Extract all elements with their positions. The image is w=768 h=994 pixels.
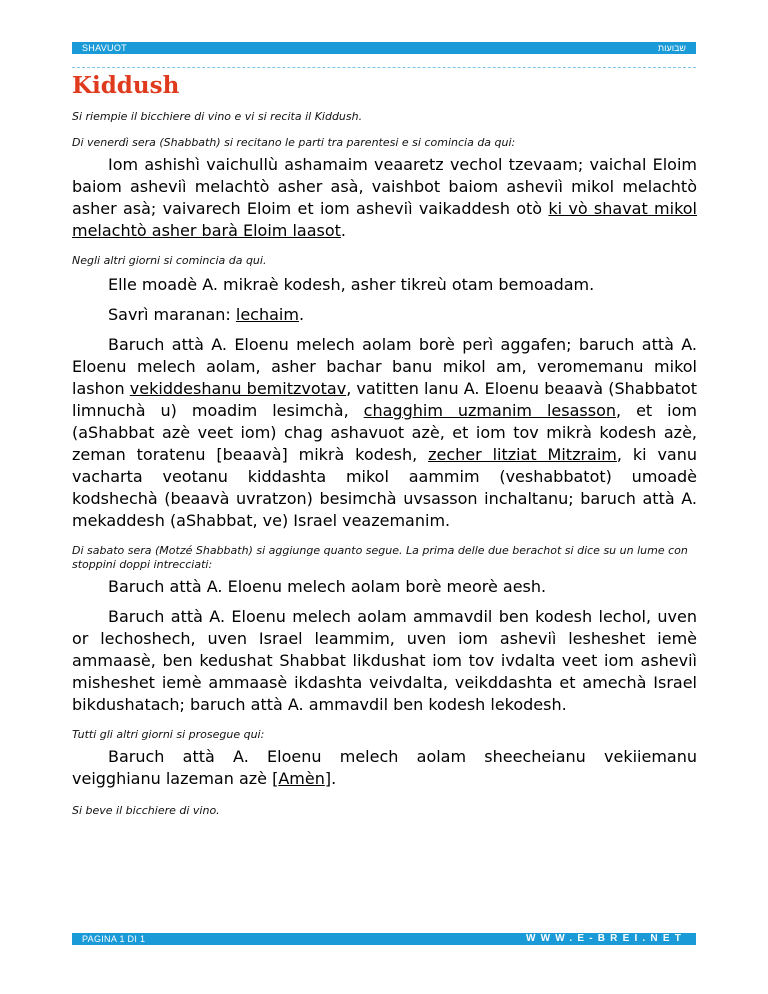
header-hebrew-label: שבועות xyxy=(657,43,686,53)
text-run: Baruch attà A. Eloenu melech aolam borè perì aggafen; baruch attà A. Eloenu melech aolam, asher bachar banu mikol am, veromemanu mikol lashon xyxy=(72,335,697,398)
prayer-paragraph xyxy=(72,154,697,242)
underlined-text: chagghim uzmanim lesasson xyxy=(363,401,616,420)
instruction-note: Si riempie il bicchiere di vino e vi si recita il Kiddush. xyxy=(72,110,363,123)
document-body xyxy=(72,108,697,818)
text-run: Baruch attà A. Eloenu melech aolam sheecheianu vekiiemanu veigghianu lazeman azè [ xyxy=(72,747,697,788)
header-bar xyxy=(72,42,696,54)
text-run: . xyxy=(340,221,346,240)
instruction-note: Di sabato sera (Motzé Shabbath) si aggiunge quanto segue. La prima delle due berachot si dice su un lume con stoppini doppi intrecciati: xyxy=(72,544,688,571)
website-link[interactable]: WWW.E-BREI.NET xyxy=(525,933,686,944)
page-title: Kiddush xyxy=(72,72,180,99)
instruction-note: Tutti gli altri giorni si prosegue qui: xyxy=(72,728,265,741)
prayer-paragraph: Baruch attà A. Eloenu melech aolam borè meorè aesh. xyxy=(108,577,547,596)
instruction-note: Di venerdì sera (Shabbath) si recitano le parti tra parentesi e si comincia da qui: xyxy=(72,136,516,149)
text-run: . xyxy=(298,305,305,324)
prayer-paragraph xyxy=(72,334,697,532)
prayer-paragraph xyxy=(72,746,697,790)
underlined-text: lechaim xyxy=(235,305,299,324)
instruction-note: Si beve il bicchiere di vino. xyxy=(72,804,220,817)
instruction-note: Negli altri giorni si comincia da qui. xyxy=(72,254,267,267)
underlined-text: Amèn xyxy=(278,769,325,788)
text-run: Savrì maranan: xyxy=(108,305,236,324)
text-run: Iom ashishì vaichullù ashamaim veaaretz vechol tzevaam; vaichal Eloim baiom asheviì melachtò asher asà, vaishbot baiom asheviì mikol melachtò asher asà; vaivarech Eloim et iom asheviì vaikaddesh otò xyxy=(72,155,697,218)
underlined-text: zecher litziat Mitzraim xyxy=(428,445,617,464)
prayer-paragraph: Elle moadè A. mikraè kodesh, asher tikreù otam bemoadam. xyxy=(108,275,595,294)
prayer-paragraph xyxy=(72,304,697,326)
underlined-text: vekiddeshanu bemitzvotav xyxy=(129,379,347,398)
text-run: , ki vanu vacharta veotanu kiddashta mikol aammim (veshabbatot) umoadè kodshechà (beaavà uvratzon) besimchà uvsasson inchaltanu; baruch attà A. mekaddesh (aShabbat, ve) Israel veazemanim. xyxy=(72,445,697,530)
text-run: , vatitten lanu A. Eloenu beaavà (Shabbatot limnuchà u) moadim lesimchà, xyxy=(72,379,697,420)
header-section-label: SHAVUOT xyxy=(82,43,127,53)
prayer-paragraph: Baruch attà A. Eloenu melech aolam ammavdil ben kodesh lechol, uven or lechoshech, uven Israel leammim, uven iom asheviì lesheshet iemè ammaasè, ben kedushat Shabbat likdushat iom tov ivdalta veet iom asheviì misheshet iemè ammaasè ikdashta veivdalta, veikddashta et amechà Israel bikdushatach; baruch attà A. ammavdil ben kodesh lekodesh. xyxy=(72,607,697,714)
footer-bar xyxy=(72,933,696,945)
text-run: ]. xyxy=(324,769,337,788)
underlined-text: ki vò shavat mikol melachtò asher barà Eloim laasot xyxy=(72,199,698,240)
page-number-label: PAGINA 1 DI 1 xyxy=(82,934,146,944)
text-run: , et iom (aShabbat azè veet iom) chag ashavuot azè, et iom tov mikrà kodesh azè, zeman toratenu [beaavà] mikrà kodesh, xyxy=(72,401,697,464)
